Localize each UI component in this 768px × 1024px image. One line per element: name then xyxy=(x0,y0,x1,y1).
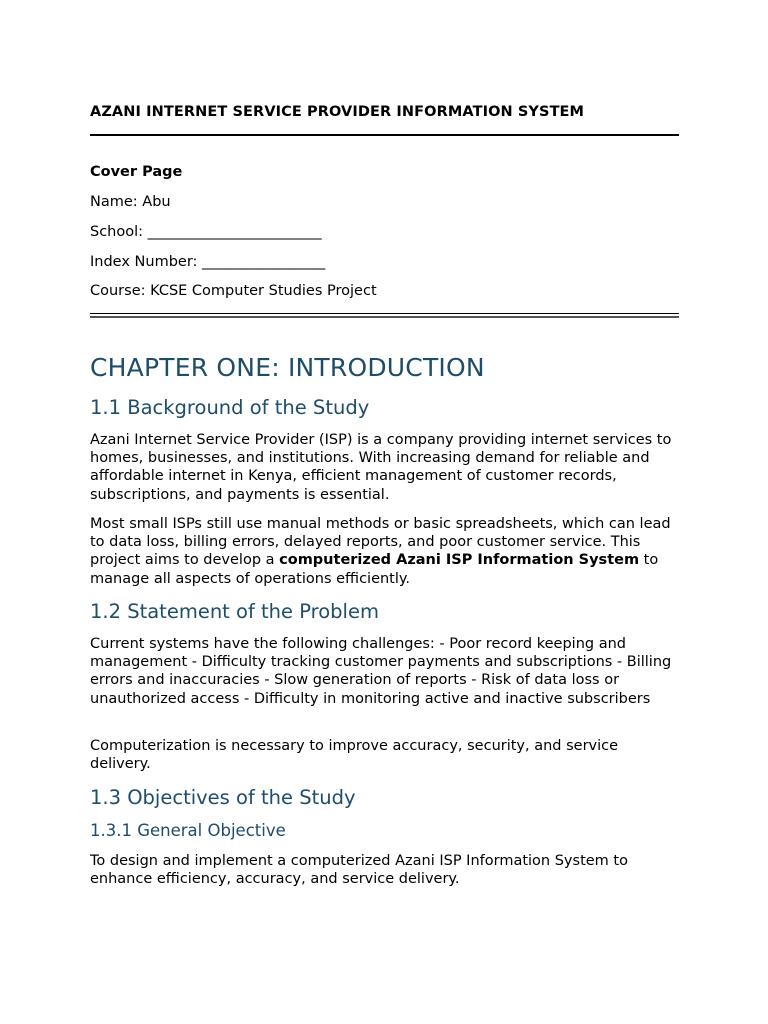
subsection-heading-general-objective: 1.3.1 General Objective xyxy=(90,821,286,840)
section-heading-problem: 1.2 Statement of the Problem xyxy=(90,600,379,623)
course-line: Course: KCSE Computer Studies Project xyxy=(90,283,377,299)
background-paragraph-2-start: Most small ISPs still use manual methods or basic spreadsheets, which can lead to data loss, billing errors, delayed reports, and poor customer service. This project aims to develop a xyxy=(90,516,671,569)
background-paragraph-2 xyxy=(90,515,680,588)
general-objective-paragraph: To design and implement a computerized Azani ISP Information System to enhance efficiency, accuracy, and service delivery. xyxy=(90,853,628,888)
chapter-title: CHAPTER ONE: INTRODUCTION xyxy=(90,353,485,382)
problem-paragraph-2: Computerization is necessary to improve accuracy, security, and service delivery. xyxy=(90,738,619,773)
document-title: AZANI INTERNET SERVICE PROVIDER INFORMATION SYSTEM xyxy=(90,104,585,120)
title-divider xyxy=(90,134,679,136)
school-line: School: ________________________ xyxy=(90,224,322,240)
background-paragraph-1: Azani Internet Service Provider (ISP) is a company providing internet services to homes, businesses, and institutions. With increasing demand for reliable and affordable internet in Kenya, efficient management of customer records, subscriptions, and payments is essential. xyxy=(90,432,672,503)
cover-page-heading: Cover Page xyxy=(90,164,183,180)
index-number-line: Index Number: _________________ xyxy=(90,254,326,270)
section-heading-objectives: 1.3 Objectives of the Study xyxy=(90,786,356,809)
background-paragraph-2-bold: computerized Azani ISP Information System xyxy=(279,552,640,569)
cover-divider xyxy=(90,313,679,318)
problem-paragraph-1: Current systems have the following challenges: - Poor record keeping and management - Difficulty tracking customer payments and subscriptions - Billing errors and inaccuracies - Slow generation of reports - Risk of data loss or unauthorized access - Difficulty in monitoring active and inactive subscribers xyxy=(90,636,672,707)
section-heading-background: 1.1 Background of the Study xyxy=(90,396,370,419)
background-paragraph-2-end: to manage all aspects of operations efficiently. xyxy=(90,552,659,587)
name-line: Name: Abu xyxy=(90,194,171,210)
